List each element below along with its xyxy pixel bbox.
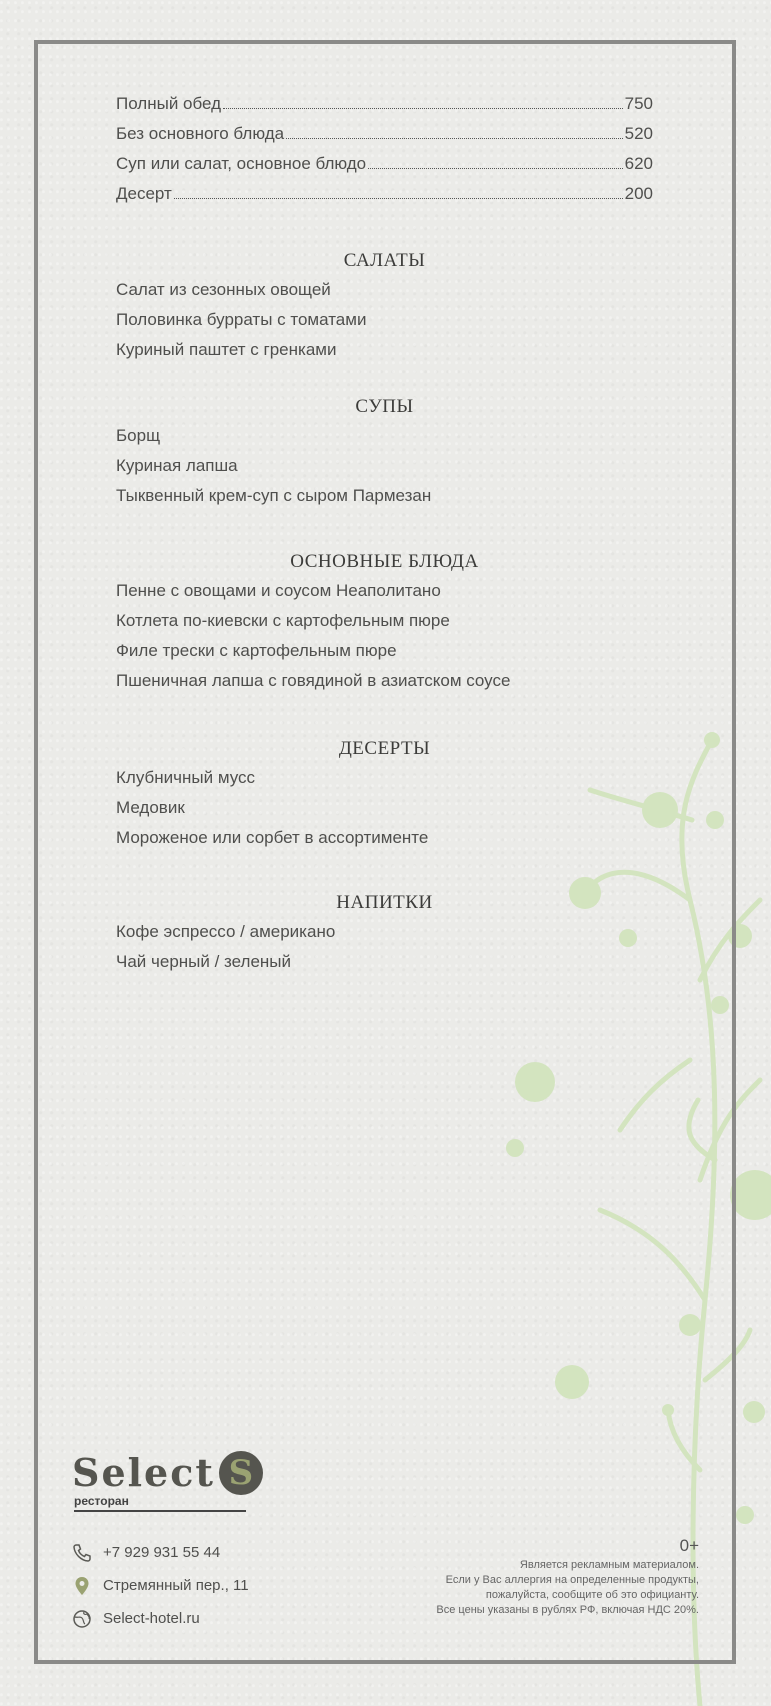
restaurant-logo xyxy=(72,1450,263,1508)
address-contact xyxy=(72,1569,249,1602)
dot-leader xyxy=(286,137,623,139)
price-label: Десерт xyxy=(116,184,172,203)
phone-contact[interactable] xyxy=(72,1536,249,1569)
age-rating: 0+ xyxy=(679,1536,699,1555)
menu-item: Чай черный / зеленый xyxy=(116,952,292,971)
price-label: Без основного блюда xyxy=(116,124,285,143)
menu-item: Мороженое или сорбет в ассортименте xyxy=(116,828,429,847)
section-soups xyxy=(116,396,653,514)
logo-subtitle: ресторан xyxy=(74,1494,246,1512)
notice-line: пожалуйста, сообщите об это официанту. xyxy=(485,1589,699,1601)
dot-leader xyxy=(174,197,623,199)
menu-item: Куриный паштет с гренками xyxy=(116,340,337,359)
menu-item: Медовик xyxy=(116,798,185,817)
dot-leader xyxy=(368,167,622,169)
location-pin-icon xyxy=(72,1576,92,1596)
section-desserts xyxy=(116,738,653,856)
section-title: САЛАТЫ xyxy=(343,250,426,271)
menu-item: Клубничный мусс xyxy=(116,768,256,787)
phone-icon xyxy=(72,1543,92,1563)
menu-item: Куриная лапша xyxy=(116,456,238,475)
phone-number: +7 929 931 55 44 xyxy=(103,1544,221,1561)
price-row xyxy=(116,184,653,214)
price-row xyxy=(116,94,653,124)
menu-item: Салат из сезонных овощей xyxy=(116,280,331,299)
price-value: 750 xyxy=(624,94,653,113)
price-row xyxy=(116,154,653,184)
menu-item: Половинка бурраты с томатами xyxy=(116,310,367,329)
address-text: Стремянный пер., 11 xyxy=(103,1577,249,1594)
price-label: Полный обед xyxy=(116,94,222,113)
menu-item: Котлета по-киевски с картофельным пюре xyxy=(116,611,450,630)
notice-line: Если у Вас аллергия на определенные продукты, xyxy=(445,1574,699,1586)
menu-item: Борщ xyxy=(116,426,161,445)
section-title: ДЕСЕРТЫ xyxy=(338,738,431,759)
price-label: Суп или салат, основное блюдо xyxy=(116,154,367,173)
menu-item: Филе трески с картофельным пюре xyxy=(116,641,397,660)
price-value: 620 xyxy=(624,154,653,173)
website-link[interactable]: Select-hotel.ru xyxy=(103,1610,200,1627)
price-list xyxy=(116,94,653,214)
legal-notice xyxy=(379,1558,699,1618)
website-contact[interactable] xyxy=(72,1602,249,1635)
section-salads xyxy=(116,250,653,368)
menu-item: Тыквенный крем-суп с сыром Пармезан xyxy=(116,486,432,505)
contacts xyxy=(72,1536,249,1635)
price-row xyxy=(116,124,653,154)
menu-item: Пшеничная лапша с говядиной в азиатском соусе xyxy=(116,671,511,690)
menu-item: Пенне с овощами и соусом Неаполитано xyxy=(116,581,441,600)
section-mains xyxy=(116,551,653,699)
section-title: НАПИТКИ xyxy=(336,892,433,913)
menu-item: Кофе эспрессо / американо xyxy=(116,922,336,941)
notice-line: Является рекламным материалом. xyxy=(519,1559,699,1571)
section-title: СУПЫ xyxy=(355,396,414,417)
section-title: ОСНОВНЫЕ БЛЮДА xyxy=(290,551,479,572)
logo-mark: S xyxy=(219,1451,263,1495)
globe-icon xyxy=(72,1609,92,1629)
logo-word: Select xyxy=(72,1450,215,1495)
price-value: 520 xyxy=(624,124,653,143)
price-value: 200 xyxy=(624,184,653,203)
dot-leader xyxy=(223,107,623,109)
section-drinks xyxy=(116,892,653,980)
notice-line: Все цены указаны в рублях РФ, включая НДС 20%. xyxy=(436,1604,699,1616)
